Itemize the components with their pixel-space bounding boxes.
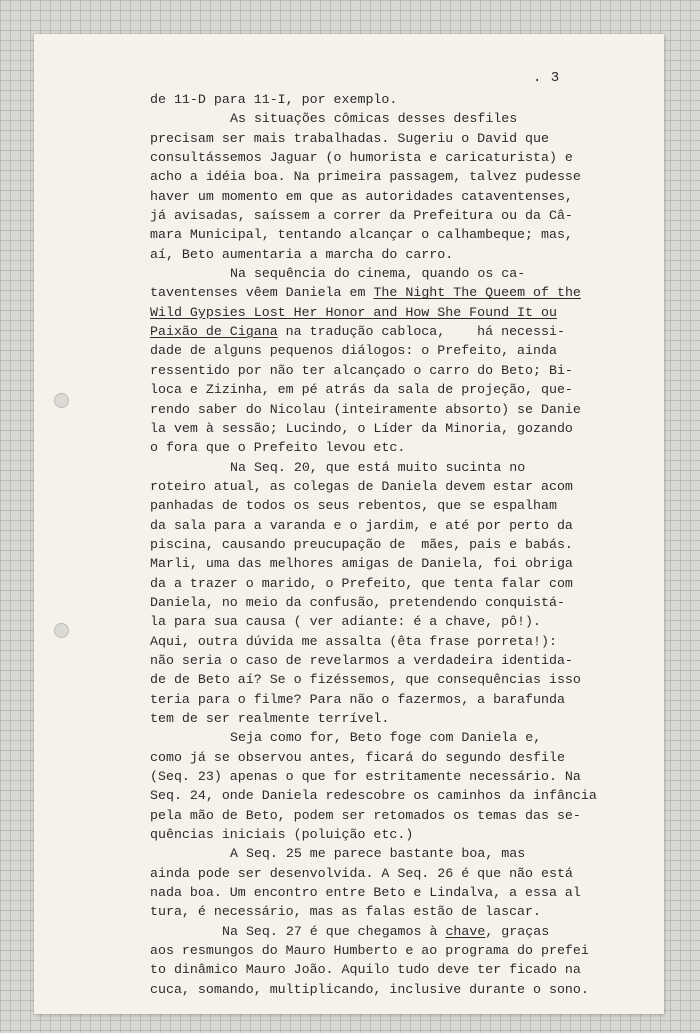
text-line-content: piscina, causando preucupação de mães, pais e babás. bbox=[150, 536, 573, 552]
text-line-content: taventenses vêem Daniela em bbox=[150, 285, 374, 301]
text-line bbox=[150, 167, 580, 186]
text-line-content: acho a idéia boa. Na primeira passagem, talvez pudesse bbox=[150, 169, 581, 185]
text-line bbox=[150, 129, 580, 148]
text-line bbox=[150, 670, 580, 689]
page-number: . 3 bbox=[533, 70, 560, 86]
text-line-content: quências iniciais (poluição etc.) bbox=[150, 827, 414, 843]
text-line-content: to dinâmico Mauro João. Aquilo tudo deve ter ficado na bbox=[150, 962, 581, 978]
text-line bbox=[150, 864, 580, 883]
text-line-content: de 11-D para 11-I, por exemplo. bbox=[150, 92, 398, 107]
text-line bbox=[150, 709, 580, 728]
text-line-content: la vem à sessão; Lucindo, o Líder da Minoria, gozando bbox=[150, 420, 573, 436]
text-line bbox=[150, 922, 580, 941]
text-line-content: tem de ser realmente terrível. bbox=[150, 711, 390, 726]
text-line-content: da a trazer o marido, o Prefeito, que tenta falar com bbox=[150, 575, 573, 591]
text-line-content: A Seq. 25 me parece bastante boa, mas bbox=[230, 846, 526, 862]
text-line bbox=[150, 361, 580, 380]
text-line-content: As situações cômicas desses desfiles bbox=[230, 111, 518, 127]
text-line bbox=[150, 245, 580, 264]
text-line bbox=[150, 477, 580, 496]
text-line-content: consultássemos Jaguar (o humorista e caricaturista) e bbox=[150, 150, 573, 166]
text-line-content: cuca, somando, multiplicando, inclusive durante o sono. bbox=[150, 981, 589, 997]
text-line bbox=[150, 283, 580, 302]
underlined-title: Paixão de Cigana bbox=[150, 324, 278, 340]
text-line bbox=[150, 844, 580, 863]
text-line bbox=[150, 400, 580, 419]
text-line-content: já avisadas, saíssem a correr da Prefeitura ou da Câ- bbox=[150, 208, 573, 224]
text-line-content: loca e Zizinha, em pé atrás da sala de projeção, que- bbox=[150, 382, 573, 398]
text-line-content: Daniela, no meio da confusão, pretendendo conquistá- bbox=[150, 594, 565, 610]
text-line-content: pela mão de Beto, podem ser retomados os temas das se- bbox=[150, 807, 581, 823]
text-line bbox=[150, 612, 580, 631]
text-line-content: da sala para a varanda e o jardim, e até por perto da bbox=[150, 517, 573, 533]
text-line bbox=[150, 458, 580, 477]
text-line-content: rendo saber do Nicolau (inteiramente absorto) se Danie bbox=[150, 401, 581, 417]
text-line bbox=[150, 748, 580, 767]
underlined-title: The Night The Queem of the bbox=[373, 285, 581, 301]
text-line-content: aí, Beto aumentaria a marcha do carro. bbox=[150, 246, 454, 262]
text-line-content: Na Seq. 27 é que chegamos à bbox=[222, 923, 446, 939]
text-line-content: o fora que o Prefeito levou etc. bbox=[150, 440, 406, 456]
text-line bbox=[150, 902, 580, 921]
text-line bbox=[150, 883, 580, 902]
text-line-content: Aqui, outra dúvida me assalta (êta frase porreta!): bbox=[150, 633, 557, 649]
text-line bbox=[150, 380, 580, 399]
text-line-content: haver um momento em que as autoridades cataventenses, bbox=[150, 188, 573, 204]
text-line bbox=[150, 767, 580, 786]
text-line-content: panhadas de todos os seus rebentos, que se espalham bbox=[150, 498, 557, 514]
text-line bbox=[150, 206, 580, 225]
text-line bbox=[150, 825, 580, 844]
text-line bbox=[150, 728, 580, 747]
text-line-content: Seq. 24, onde Daniela redescobre os caminhos da infância bbox=[150, 788, 597, 804]
text-line bbox=[150, 303, 580, 322]
text-line bbox=[150, 554, 580, 573]
text-line-content: como já se observou antes, ficará do segundo desfile bbox=[150, 749, 565, 765]
text-line bbox=[150, 632, 580, 651]
text-line bbox=[150, 148, 580, 167]
text-line-content: nada boa. Um encontro entre Beto e Lindalva, a essa al bbox=[150, 885, 581, 901]
underlined-title: Wild Gypsies Lost Her Honor and How She Found It ou bbox=[150, 304, 557, 320]
text-line bbox=[150, 187, 580, 206]
text-line-content: ainda pode ser desenvolvida. A Seq. 26 é que não está bbox=[150, 865, 573, 881]
text-line bbox=[150, 535, 580, 554]
binder-hole-bottom bbox=[54, 623, 69, 638]
text-line-content: la para sua causa ( ver adiante: é a chave, pô!). bbox=[150, 614, 541, 630]
text-line bbox=[150, 438, 580, 457]
text-line bbox=[150, 496, 580, 515]
text-line bbox=[150, 264, 580, 283]
text-line-content: Marli, uma das melhores amigas de Daniela, foi obriga bbox=[150, 556, 573, 572]
text-line-content: (Seq. 23) apenas o que for estritamente necessário. Na bbox=[150, 769, 581, 785]
text-line-content: teria para o filme? Para não o fazermos, a barafunda bbox=[150, 691, 565, 707]
text-line bbox=[150, 980, 589, 999]
underlined-title: chave bbox=[445, 923, 486, 939]
text-line-tail: , graças bbox=[485, 923, 550, 939]
text-line bbox=[150, 941, 589, 960]
text-line-content: aos resmungos do Mauro Humberto e ao programa do prefei bbox=[150, 943, 589, 959]
text-line-content: Seja como for, Beto foge com Daniela e, bbox=[230, 730, 542, 746]
text-line bbox=[150, 225, 580, 244]
text-line-content: dade de alguns pequenos diálogos: o Prefeito, ainda bbox=[150, 343, 557, 359]
text-line bbox=[150, 419, 580, 438]
text-line bbox=[150, 651, 580, 670]
text-line bbox=[150, 109, 580, 128]
text-line-content: precisam ser mais trabalhadas. Sugeriu o David que bbox=[150, 130, 549, 146]
text-line bbox=[150, 341, 580, 360]
text-line-content: roteiro atual, as colegas de Daniela devem estar acom bbox=[150, 478, 573, 494]
text-line bbox=[150, 322, 580, 341]
text-line-content: Na sequência do cinema, quando os ca- bbox=[230, 266, 526, 282]
text-line bbox=[150, 574, 580, 593]
text-line bbox=[150, 593, 580, 612]
text-line bbox=[150, 806, 580, 825]
document-body bbox=[150, 90, 597, 999]
binder-hole-top bbox=[54, 393, 69, 408]
text-line-content: tura, é necessário, mas as falas estão de lascar. bbox=[150, 904, 541, 920]
text-line bbox=[150, 786, 597, 805]
text-line bbox=[150, 690, 580, 709]
text-line bbox=[150, 90, 580, 109]
text-line-content: mara Municipal, tentando alcançar o calhambeque; mas, bbox=[150, 227, 573, 243]
text-line bbox=[150, 516, 580, 535]
text-line-content: de de Beto aí? Se o fizéssemos, que consequências isso bbox=[150, 672, 581, 688]
text-line-content: Na Seq. 20, que está muito sucinta no bbox=[230, 459, 526, 475]
text-line-tail: na tradução cabloca, há necessi- bbox=[277, 324, 565, 340]
text-line-content: não seria o caso de revelarmos a verdadeira identida- bbox=[150, 652, 573, 668]
text-line-content: ressentido por não ter alcançado o carro do Beto; Bi- bbox=[150, 362, 573, 378]
text-line bbox=[150, 960, 580, 979]
